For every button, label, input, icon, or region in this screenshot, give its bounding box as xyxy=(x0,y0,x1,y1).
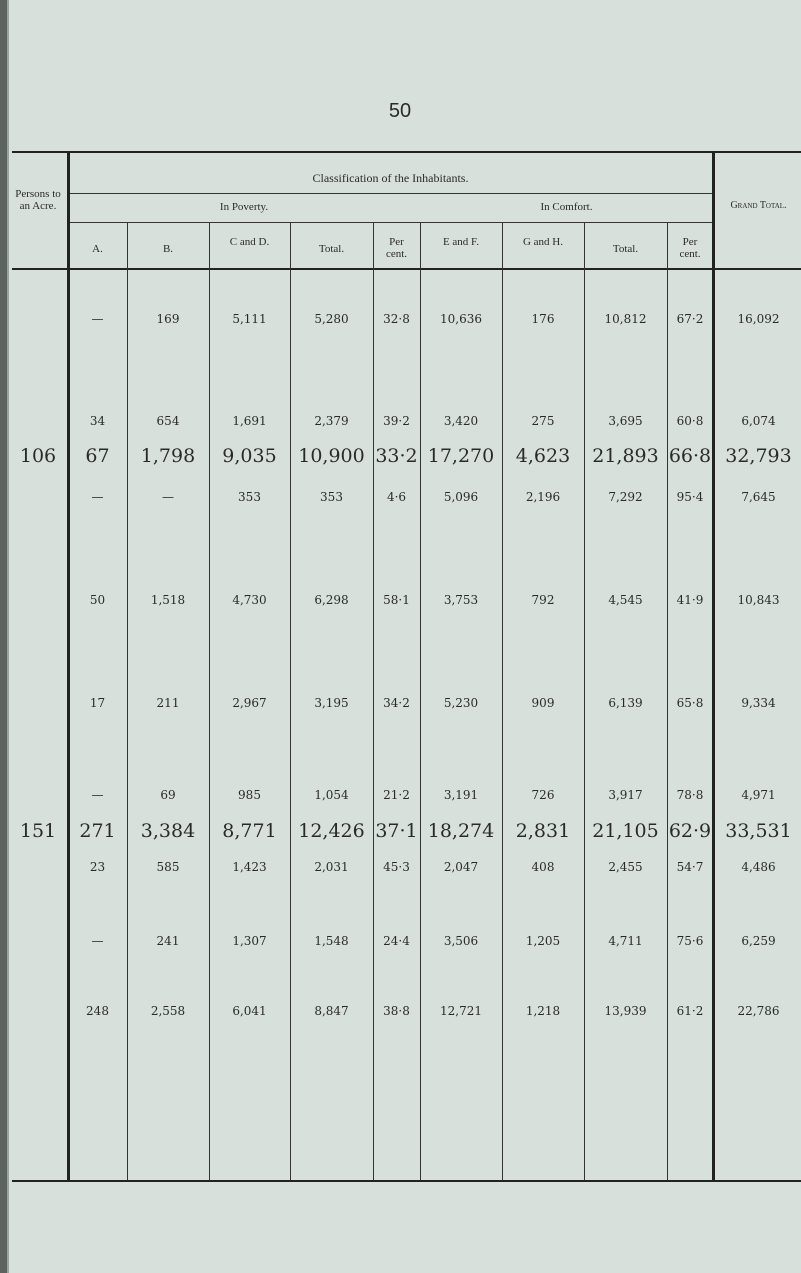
table-cell: 3,384 xyxy=(140,820,196,842)
table-cell: 5,111 xyxy=(232,312,267,326)
table-cell: 9,334 xyxy=(741,696,776,710)
table-cell: — xyxy=(91,788,104,802)
column-header: Per cent. xyxy=(679,236,701,260)
table-cell: 18,274 xyxy=(427,820,495,842)
table-cell: 2,558 xyxy=(150,1004,186,1018)
column-header: Total. xyxy=(612,243,639,255)
table-cell: 9,035 xyxy=(222,445,277,467)
table-cell: 271 xyxy=(79,820,116,842)
table-cell: 6,259 xyxy=(741,934,776,948)
column-rule xyxy=(290,222,291,1180)
table-cell: 1,307 xyxy=(232,934,267,948)
column-header: A. xyxy=(92,243,103,255)
table-title: Classification of the Inhabitants. xyxy=(312,171,469,185)
table-cell: 33,531 xyxy=(725,820,792,842)
table-cell: 3,191 xyxy=(443,788,479,802)
table-cell: 176 xyxy=(531,312,555,326)
table-cell: 1,518 xyxy=(150,593,186,607)
table-cell: — xyxy=(91,934,104,948)
table-cell: 54·7 xyxy=(676,860,704,874)
table-cell: 38·8 xyxy=(383,1004,410,1018)
table-cell: 353 xyxy=(320,490,343,504)
in-comfort-header: In Comfort. xyxy=(540,201,593,213)
column-header: C and D. xyxy=(229,236,270,248)
table-cell: 69 xyxy=(160,788,176,802)
table-cell: 1,205 xyxy=(525,934,561,948)
table-cell: 66·8 xyxy=(668,445,712,467)
table-cell: 6,298 xyxy=(314,593,349,607)
table-cell: 408 xyxy=(531,860,555,874)
table-cell: 39·2 xyxy=(383,414,410,428)
table-cell: 985 xyxy=(238,788,261,802)
table-cell: 726 xyxy=(531,788,555,802)
table-cell: 248 xyxy=(86,1004,109,1018)
table-cell: 5,096 xyxy=(443,490,479,504)
table-cell: — xyxy=(162,490,174,504)
table-cell: 4,971 xyxy=(741,788,776,802)
table-cell: 21,105 xyxy=(592,820,659,842)
column-rule xyxy=(67,151,70,1180)
column-rule xyxy=(209,222,210,1180)
table-cell: 1,798 xyxy=(140,445,196,467)
table-cell: 22,786 xyxy=(737,1004,780,1018)
column-rule xyxy=(712,151,715,1180)
table-cell: 3,420 xyxy=(443,414,479,428)
table-cell: 2,031 xyxy=(314,860,349,874)
table-cell: 37·1 xyxy=(375,820,418,842)
table-cell: 6,139 xyxy=(608,696,643,710)
table-cell: 16,092 xyxy=(737,312,780,326)
column-header: E and F. xyxy=(442,236,480,248)
table-cell: 4,623 xyxy=(515,445,571,467)
table-cell: 2,455 xyxy=(608,860,643,874)
book-binding-edge xyxy=(0,0,7,1273)
table-cell: 10,843 xyxy=(737,593,780,607)
table-cell: 58·1 xyxy=(383,593,410,607)
column-rule xyxy=(373,222,374,1180)
table-cell: 4,486 xyxy=(741,860,776,874)
table-cell: 3,753 xyxy=(443,593,479,607)
table-cell: 2,831 xyxy=(515,820,571,842)
table-cell: 1,423 xyxy=(232,860,267,874)
column-rule xyxy=(127,222,128,1180)
table-cell: 12,721 xyxy=(440,1004,482,1018)
table-cell: 45·3 xyxy=(383,860,410,874)
table-cell: 17,270 xyxy=(427,445,495,467)
grand-total-header: Grand Total. xyxy=(730,200,787,211)
column-header: B. xyxy=(162,243,174,255)
table-cell: 23 xyxy=(89,860,106,874)
table-cell: 12,426 xyxy=(298,820,365,842)
table-cell: 1,691 xyxy=(232,414,267,428)
table-cell: 792 xyxy=(531,593,555,607)
column-rule xyxy=(502,222,503,1180)
column-header: G and H. xyxy=(522,236,564,248)
table-cell: 5,230 xyxy=(443,696,479,710)
table-cell: 211 xyxy=(156,696,180,710)
table-cell: 5,280 xyxy=(314,312,349,326)
table-cell: 75·6 xyxy=(676,934,704,948)
table-cell: 21,893 xyxy=(592,445,659,467)
table-cell: 6,074 xyxy=(741,414,776,428)
table-cell: 21·2 xyxy=(383,788,410,802)
table-cell: 34 xyxy=(89,414,106,428)
table-cell: 50 xyxy=(89,593,106,607)
column-header: Per cent. xyxy=(385,236,408,260)
table-cell: 32,793 xyxy=(725,445,792,467)
table-cell: 24·4 xyxy=(383,934,410,948)
table-cell: 78·8 xyxy=(676,788,704,802)
table-cell: 32·8 xyxy=(383,312,410,326)
table-cell: 585 xyxy=(156,860,180,874)
table-cell: 169 xyxy=(156,312,180,326)
table-rule xyxy=(70,222,713,223)
in-poverty-header: In Poverty. xyxy=(219,201,269,213)
table-cell: 10,636 xyxy=(440,312,482,326)
table-cell: 2,196 xyxy=(525,490,561,504)
table-cell: 61·2 xyxy=(676,1004,704,1018)
table-cell: 6,041 xyxy=(232,1004,267,1018)
table-cell: 62·9 xyxy=(668,820,712,842)
table-cell: 3,695 xyxy=(608,414,643,428)
table-cell: 2,967 xyxy=(232,696,267,710)
table-cell: 4,730 xyxy=(232,593,267,607)
table-cell: — xyxy=(91,490,104,504)
table-cell: — xyxy=(91,312,104,326)
table-cell: 33·2 xyxy=(375,445,418,467)
column-header: Total. xyxy=(318,243,345,255)
table-cell: 654 xyxy=(156,414,180,428)
persons-per-acre-header: Persons to an Acre. xyxy=(15,188,61,212)
table-cell: 909 xyxy=(531,696,555,710)
table-cell: 10,812 xyxy=(604,312,647,326)
table-cell: 1,054 xyxy=(314,788,349,802)
table-cell: 95·4 xyxy=(676,490,704,504)
table-cell: 3,917 xyxy=(608,788,643,802)
table-cell: 67·2 xyxy=(676,312,704,326)
table-cell: 353 xyxy=(238,490,261,504)
table-rule xyxy=(12,268,801,270)
column-rule xyxy=(584,222,585,1180)
table-cell: 17 xyxy=(89,696,106,710)
table-cell: 67 xyxy=(85,445,110,467)
table-cell: 4,711 xyxy=(608,934,643,948)
table-cell: 8,847 xyxy=(314,1004,349,1018)
column-rule xyxy=(667,222,668,1180)
table-rule xyxy=(12,151,801,153)
table-cell: 4,545 xyxy=(608,593,643,607)
persons-per-acre-cell: 151 xyxy=(19,820,57,842)
table-cell: 2,379 xyxy=(314,414,349,428)
table-cell: 2,047 xyxy=(443,860,479,874)
column-rule xyxy=(420,222,421,1180)
table-cell: 13,939 xyxy=(604,1004,647,1018)
table-cell: 3,506 xyxy=(443,934,479,948)
table-cell: 275 xyxy=(531,414,555,428)
table-cell: 3,195 xyxy=(314,696,349,710)
book-binding-shadow xyxy=(7,0,9,1273)
table-cell: 65·8 xyxy=(676,696,704,710)
table-cell: 8,771 xyxy=(222,820,277,842)
table-cell: 1,218 xyxy=(525,1004,561,1018)
table-cell: 7,645 xyxy=(741,490,776,504)
table-cell: 60·8 xyxy=(676,414,704,428)
page-number: 50 xyxy=(388,100,412,122)
table-cell: 7,292 xyxy=(608,490,643,504)
table-cell: 241 xyxy=(156,934,180,948)
persons-per-acre-cell: 106 xyxy=(19,445,57,467)
table-cell: 1,548 xyxy=(314,934,349,948)
table-cell: 34·2 xyxy=(383,696,410,710)
table-cell: 4·6 xyxy=(386,490,407,504)
table-rule xyxy=(70,193,713,194)
table-cell: 10,900 xyxy=(298,445,365,467)
table-cell: 41·9 xyxy=(676,593,704,607)
table-rule xyxy=(12,1180,801,1182)
